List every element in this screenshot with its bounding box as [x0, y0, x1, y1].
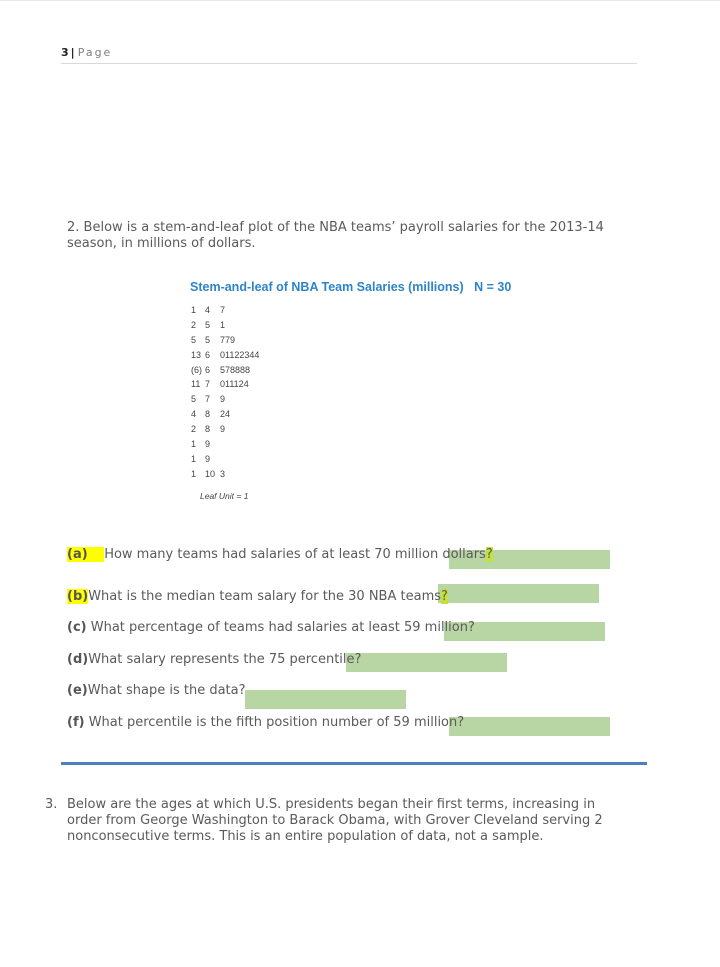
question-3-text: Below are the ages at which U.S. presidents began their first terms, increasing in order from George Washington to Barack Obama, with Grover Cleveland serving 2 nonconsecutive terms. This is an entire population of data, not a sample. — [67, 797, 603, 844]
answer-box-b[interactable] — [438, 584, 599, 603]
section-divider — [61, 762, 647, 765]
row-leaves: 7 — [220, 305, 226, 315]
row-depth: 2 — [191, 319, 197, 330]
part-a — [67, 546, 493, 563]
row-stem: 9 — [205, 453, 211, 464]
stem-leaf-title: Stem-and-leaf of NBA Team Salaries (millions) N = 30 — [190, 280, 512, 294]
part-b-qmark: ? — [441, 589, 448, 604]
part-f-label: (f) — [67, 715, 85, 730]
row-stem: 5 — [205, 319, 211, 330]
row-depth: 13 — [191, 349, 202, 360]
answer-box-d[interactable] — [346, 653, 507, 672]
part-c — [67, 619, 475, 636]
question-2-text: 2. Below is a stem-and-leaf plot of the NBA teams’ payroll salaries for the 2013-14 season, in millions of dollars. — [67, 220, 604, 251]
row-stem: 9 — [205, 439, 211, 450]
part-d — [67, 651, 361, 668]
part-a-label: (a) — [67, 547, 88, 562]
row-leaves: 1 — [220, 319, 226, 330]
question-3-number: 3. — [45, 797, 58, 812]
row-leaves: 9 — [220, 394, 226, 405]
row-depth: 1 — [191, 468, 197, 479]
page-number: 3 — [61, 46, 69, 59]
row-leaves: 01122344 — [220, 349, 260, 360]
row-depth: 1 — [191, 453, 197, 464]
row-stem: 6 — [205, 349, 211, 360]
row-stem: 7 — [205, 394, 211, 405]
row-leaves: 3 — [220, 468, 226, 479]
row-leaves: 011124 — [220, 379, 249, 390]
leaf-unit-note: Leaf Unit = 1 — [200, 491, 249, 501]
row-depth: 5 — [191, 334, 197, 345]
row-stem: 8 — [205, 409, 211, 420]
question-3 — [45, 797, 625, 845]
row-depth: 2 — [191, 424, 197, 435]
part-d-text: What salary represents the 75 percentile? — [88, 652, 362, 667]
part-d-label: (d) — [67, 652, 89, 667]
row-depth: 4 — [191, 409, 197, 420]
row-stem: 6 — [205, 364, 211, 375]
row-leaves: 9 — [220, 424, 226, 435]
answer-box-f[interactable] — [449, 717, 610, 736]
row-depth: 1 — [191, 439, 197, 450]
part-e-text: What shape is the data? — [87, 683, 246, 698]
part-a-highlight-gap — [88, 547, 105, 562]
page-header — [61, 46, 112, 59]
row-depth: (6) — [191, 364, 202, 375]
row-stem: 10 — [205, 468, 216, 479]
part-f — [67, 714, 464, 731]
part-a-text: How many teams had salaries of at least 70 million dollars — [104, 547, 486, 562]
page-word: Page — [77, 46, 113, 59]
header-rule — [61, 63, 637, 64]
row-stem: 5 — [205, 334, 211, 345]
part-b-text: What is the median team salary for the 30 NBA teams — [88, 589, 441, 604]
part-e — [67, 682, 246, 699]
row-leaves: 578888 — [220, 364, 251, 375]
row-depth: 5 — [191, 394, 197, 405]
row-leaves: 24 — [220, 409, 231, 420]
part-a-qmark: ? — [485, 547, 493, 562]
row-stem: 4 — [205, 305, 211, 315]
part-c-label: (c) — [67, 620, 87, 635]
part-f-text: What percentile is the fifth position number of 59 million? — [88, 715, 465, 730]
page-top-edge — [0, 0, 720, 1]
part-b-label: (b) — [67, 589, 89, 604]
row-stem: 7 — [205, 379, 211, 390]
row-depth: 11 — [191, 379, 201, 390]
row-depth: 1 — [191, 305, 197, 315]
header-separator: | — [70, 46, 75, 59]
part-e-label: (e) — [67, 683, 88, 698]
part-c-text: What percentage of teams had salaries at least 59 million? — [90, 620, 475, 635]
row-stem: 8 — [205, 424, 211, 435]
part-b — [67, 588, 448, 605]
answer-box-e[interactable] — [245, 690, 406, 709]
row-leaves: 779 — [220, 334, 236, 345]
